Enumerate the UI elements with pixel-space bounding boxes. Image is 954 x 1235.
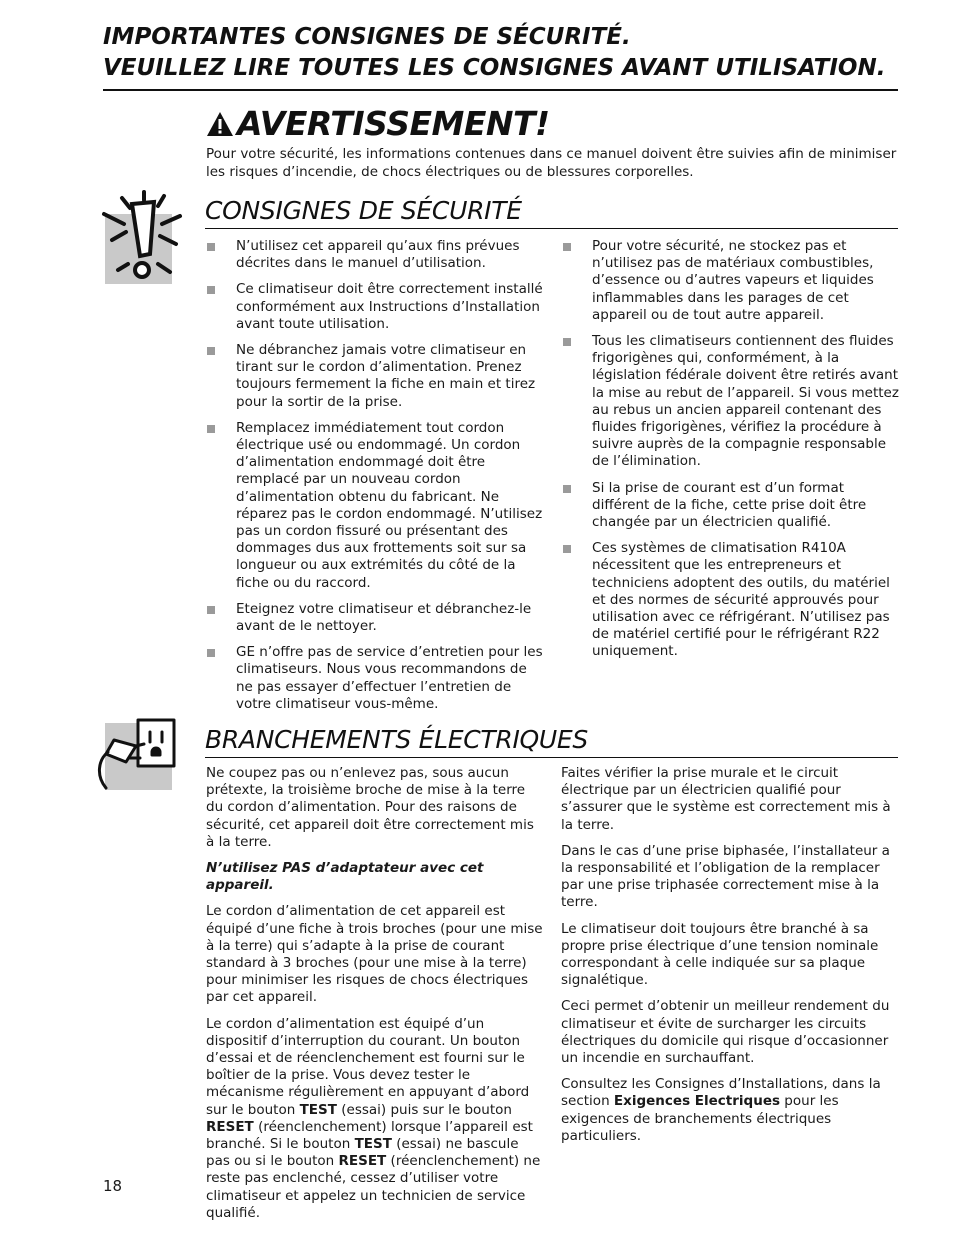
reset-label: RESET bbox=[206, 1118, 254, 1135]
text-run: Consultez les Consignes d’Installations, dans la section bbox=[561, 1076, 881, 1110]
list-item: Ne débranchez jamais votre climatiseur en tirant sur le cordon d’alimentation. Prenez toujours fermement la fiche en main et tirez pour la sortir de la prise. bbox=[205, 342, 545, 411]
electrical-left-column bbox=[206, 765, 546, 1231]
safety-section-rule bbox=[205, 228, 898, 229]
paragraph: Le cordon d’alimentation de cet appareil est équipé d’une fiche à trois broches (pour une mise à la terre) qui s’adapte à la prise de courant standard à 3 broches (pour une mise à la terre) pour minimiser les risques de chocs électriques par cet appareil. bbox=[206, 903, 543, 1006]
paragraph bbox=[206, 1016, 546, 1222]
exclamation-caution-icon bbox=[92, 190, 192, 290]
electrical-section-title: BRANCHEMENTS ÉLECTRIQUES bbox=[205, 725, 588, 754]
text-run: Le cordon d’alimentation est équipé d’un dispositif d’interruption du courant. Un bouton d’essai et de réenclenchement est fourni sur le boîtier de la prise. Vous devez tester le mécanisme régulièrement en appuyant d’abord sur le bouton bbox=[206, 1015, 530, 1118]
paragraph: Le climatiseur doit toujours être branché à sa propre prise électrique d’une tension nominale correspondant à celle indiquée sur sa plaque signalétique. bbox=[561, 920, 879, 989]
paragraph: Ne coupez pas ou n’enlevez pas, sous aucun prétexte, la troisième broche de mise à la terre du cordon d’alimentation. Pour des raisons de sécurité, cet appareil doit être correctement mis à la terre. bbox=[206, 765, 534, 850]
list-item: Remplacez immédiatement tout cordon électrique usé ou endommagé. Un cordon d’alimentation endommagé doit être remplacé par un nouveau cordon d’alimentation obtenu du fabricant. Ne réparez pas le cordon endommagé. N’utilisez pas un cordon fissuré ou présentant des dommages dus aux frottements soit sur sa longueur ou aux extrémités du côté de la fiche ou du raccord. bbox=[205, 420, 545, 592]
list-item: Si la prise de courant est d’un format différent de la fiche, cette prise doit être changée par un électricien qualifié. bbox=[561, 480, 901, 532]
header-rule bbox=[103, 89, 898, 91]
text-run: pour les exigences de branchements électriques particuliers. bbox=[561, 1093, 839, 1144]
adapter-warning: N’utilisez PAS d’adaptateur avec cet appareil. bbox=[206, 860, 484, 894]
warning-title: AVERTISSEMENT! bbox=[237, 104, 550, 143]
warning-intro: Pour votre sécurité, les informations contenues dans ce manuel doivent être suivies afin de minimiser les risques d’incendie, de chocs électriques ou de blessures corporelles. bbox=[206, 146, 897, 180]
list-item: Ce climatiseur doit être correctement installé conformément aux Instructions d’Installation avant toute utilisation. bbox=[205, 281, 545, 333]
text-run: (réenclenchement) ne reste pas enclenché, cessez d’utiliser votre climatiseur et appelez un technicien de service qualifié. bbox=[206, 1153, 541, 1221]
warning-heading bbox=[205, 104, 550, 143]
header-line-2: VEUILLEZ LIRE TOUTES LES CONSIGNES AVANT UTILISATION. bbox=[103, 55, 886, 81]
safety-section-title: CONSIGNES DE SÉCURITÉ bbox=[205, 196, 522, 225]
list-item: Ces systèmes de climatisation R410A nécessitent que les entrepreneurs et techniciens adoptent des outils, du matériel et des normes de sécurité approuvés pour utilisation avec ce réfrigérant. N’utilisez pas de matériel certifié pour le réfrigérant R22 uniquement. bbox=[561, 540, 901, 660]
paragraph: Faites vérifier la prise murale et le circuit électrique par un électricien qualifié pour s’assurer que le système est correctement mis à la terre. bbox=[561, 765, 891, 833]
paragraph: Ceci permet d’obtenir un meilleur rendement du climatiseur et évite de surcharger les circuits électriques du domicile qui risque d’occasionner un incendie en surchauffant. bbox=[561, 998, 890, 1067]
warning-triangle-icon bbox=[205, 110, 235, 138]
list-item: GE n’offre pas de service d’entretien pour les climatiseurs. Nous vous recommandons de ne pas essayer d’effectuer l’entretien de votre climatiseur vous-même. bbox=[205, 644, 545, 713]
safety-left-column bbox=[205, 238, 545, 722]
electrical-right-column bbox=[561, 765, 901, 1154]
list-item: Eteignez votre climatiseur et débranchez-le avant de le nettoyer. bbox=[205, 601, 545, 635]
plug-outlet-icon bbox=[92, 714, 182, 794]
reset-label: RESET bbox=[338, 1153, 387, 1170]
electrical-section-rule bbox=[205, 757, 898, 758]
text-run: (réenclenchement) lorsque l’appareil est branché. Si le bouton bbox=[206, 1118, 533, 1153]
test-label: TEST bbox=[299, 1101, 337, 1118]
page-header bbox=[103, 22, 898, 84]
section-reference: Exigences Electriques bbox=[613, 1093, 781, 1110]
test-label: TEST bbox=[354, 1136, 392, 1153]
text-run: (essai) ne bascule pas ou si le bouton bbox=[206, 1136, 519, 1170]
header-line-1: IMPORTANTES CONSIGNES DE SÉCURITÉ. bbox=[103, 24, 631, 50]
list-item: N’utilisez cet appareil qu’aux fins prévues décrites dans le manuel d’utilisation. bbox=[205, 238, 545, 272]
text-run: (essai) puis sur le bouton bbox=[336, 1101, 512, 1118]
paragraph bbox=[561, 1076, 901, 1145]
page-number: 18 bbox=[103, 1177, 123, 1195]
safety-right-column bbox=[561, 238, 901, 670]
list-item: Tous les climatiseurs contiennent des fluides frigorigènes qui, conformément, à la législation fédérale doivent être retirés avant la mise au rebut de l’appareil. Si vous mettez au rebus un ancien appareil contenant des fluides frigorigènes, vérifiez la procédure à suivre auprès de la compagnie responsable de l’élimination. bbox=[561, 333, 901, 471]
paragraph: Dans le cas d’une prise biphasée, l’installateur a la responsabilité et l’obligation de la remplacer par une prise triphasée correctement mise à la terre. bbox=[561, 842, 890, 911]
list-item: Pour votre sécurité, ne stockez pas et n’utilisez pas de matériaux combustibles, d’essence ou d’autres vapeurs et liquides inflammables dans les parages de cet appareil ou de tout autre appareil. bbox=[561, 238, 901, 324]
